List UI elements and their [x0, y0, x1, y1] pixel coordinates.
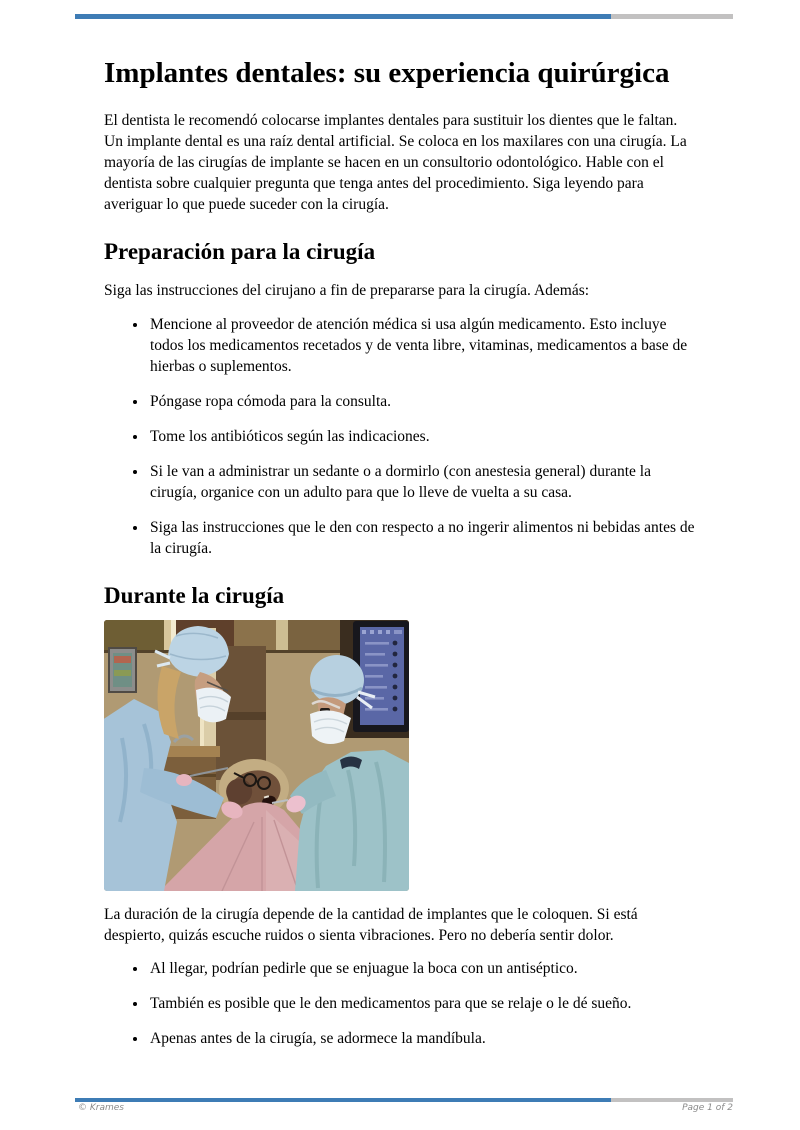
list-item: • Tome los antibióticos según las indicaciones.	[148, 426, 696, 447]
list-item: • Mencione al proveedor de atención médica si usa algún medicamento. Esto incluye todos los medicamentos recetados y de venta libre, vitaminas, medicamentos a base de hierbas o suplementos.	[148, 314, 696, 377]
section-lead-preparacion: Siga las instrucciones del cirujano a fin de prepararse para la cirugía. Además:	[104, 282, 590, 299]
list-item: • También es posible que le den medicamentos para que se relaje o le dé sueño.	[148, 993, 696, 1014]
copyright-text: © Krames	[78, 1103, 124, 1113]
preparacion-bullet-list	[104, 314, 696, 559]
list-item: • Apenas antes de la cirugía, se adormece la mandíbula.	[148, 1028, 696, 1049]
list-item: • Si le van a administrar un sedante o a dormirlo (con anestesia general) durante la cirugía, organice con un adulto para que lo lleve de vuelta a su casa.	[148, 461, 696, 503]
footer-accent-bar-gray	[611, 1098, 733, 1102]
list-item: • Al llegar, podrían pedirle que se enjuague la boca con un antiséptico.	[148, 958, 696, 979]
page-title: Implantes dentales: su experiencia quirúrgica	[104, 57, 670, 89]
page-footer	[75, 1103, 733, 1113]
section-lead-durante: La duración de la cirugía depende de la cantidad de implantes que le coloquen. Si está despierto, quizás escuche ruidos o sienta vibraciones. Pero no debería sentir dolor.	[104, 906, 638, 944]
intro-paragraph: El dentista le recomendó colocarse implantes dentales para sustituir los dientes que le faltan. Un implante dental es una raíz dental artificial. Se coloca en los maxilares con una cirugía. La mayoría de las cirugías de implante se hacen en un consultorio odontológico. Hable con el dentista sobre cualquier pregunta que tenga antes del procedimiento. Siga leyendo para averiguar lo que puede suceder con la cirugía.	[104, 112, 687, 213]
section-heading-durante: Durante la cirugía	[104, 583, 285, 608]
surgery-photo	[104, 620, 409, 891]
section-heading-preparacion: Preparación para la cirugía	[104, 239, 376, 264]
durante-bullet-list	[104, 958, 696, 1049]
surgery-photo-illustration	[104, 620, 409, 891]
list-item: • Póngase ropa cómoda para la consulta.	[148, 391, 696, 412]
page-number: Page 1 of 2	[682, 1103, 733, 1113]
document-content	[104, 0, 696, 1063]
footer-accent-bar	[75, 1098, 733, 1102]
footer-accent-bar-blue	[75, 1098, 611, 1102]
list-item: • Siga las instrucciones que le den con respecto a no ingerir alimentos ni bebidas antes de la cirugía.	[148, 517, 696, 559]
